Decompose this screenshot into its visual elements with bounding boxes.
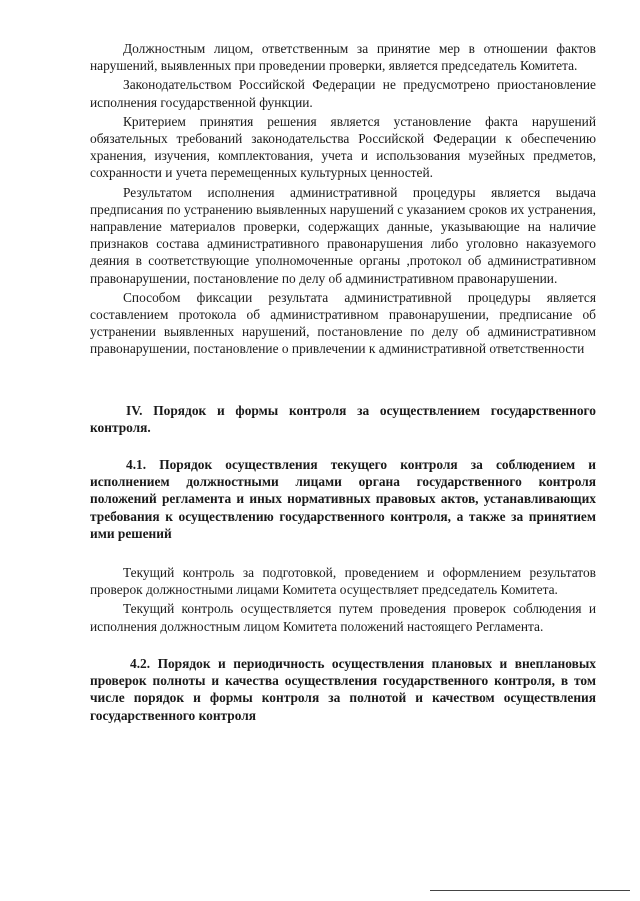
section-4-2-heading: 4.2. Порядок и периодичность осуществления плановых и внеплановых проверок полноты и качества осуществления государственного контроля, в том числе порядок и формы контроля за полнотой и качеством осуществления государственного контроля (90, 655, 596, 723)
paragraph-responsible-official: Должностным лицом, ответственным за принятие мер в отношении фактов нарушений, выявленных при проведении проверки, является председатель Комитета. (90, 41, 596, 74)
paragraph-decision-criterion: Критерием принятия решения является установление факта нарушений обязательных требований законодательства Российской Федерации к обеспечению хранения, изучения, комплектования, учета и использования музейных предметов, сохранности и учета перемещенных культурных ценностей. (90, 113, 596, 181)
section-iv-heading: IV. Порядок и формы контроля за осуществлением государственного контроля. (90, 402, 596, 435)
page-content (90, 40, 596, 724)
footer-divider (430, 890, 630, 891)
paragraph-current-control: Текущий контроль за подготовкой, проведением и оформлением результатов проверок должностными лицами Комитета осуществляет председатель Комитета. (90, 565, 596, 598)
paragraph-fixation-method: Способом фиксации результата административной процедуры является составлением протокола об административном правонарушении, предписание об устранении выявленных нарушений, постановление по делу об административном правонарушении, постановление о привлечении к административной ответственности (90, 289, 596, 357)
paragraph-procedure-result: Результатом исполнения административной процедуры является выдача предписания по устранению выявленных нарушений с указанием сроков их устранения, направление материалов проверки, содержащих данные, указывающие на наличие признаков состава административного правонарушения либо уголовно наказуемого деяния в соответствующие уполномоченные органы ,протокол об административном правонарушении, постановление по делу об административном правонарушении. (90, 184, 596, 286)
paragraph-suspension: Законодательством Российской Федерации не предусмотрено приостановление исполнения государственной функции. (90, 77, 596, 110)
paragraph-control-method: Текущий контроль осуществляется путем проведения проверок соблюдения и исполнения должностным лицом Комитета положений настоящего Регламента. (90, 601, 596, 634)
section-4-1-heading: 4.1. Порядок осуществления текущего контроля за соблюдением и исполнением должностными лицами органа государственного контроля положений регламента и иных нормативных правовых актов, устанавливающих требования к осуществлению государственного контроля, а также за принятием ими решений (90, 457, 596, 541)
